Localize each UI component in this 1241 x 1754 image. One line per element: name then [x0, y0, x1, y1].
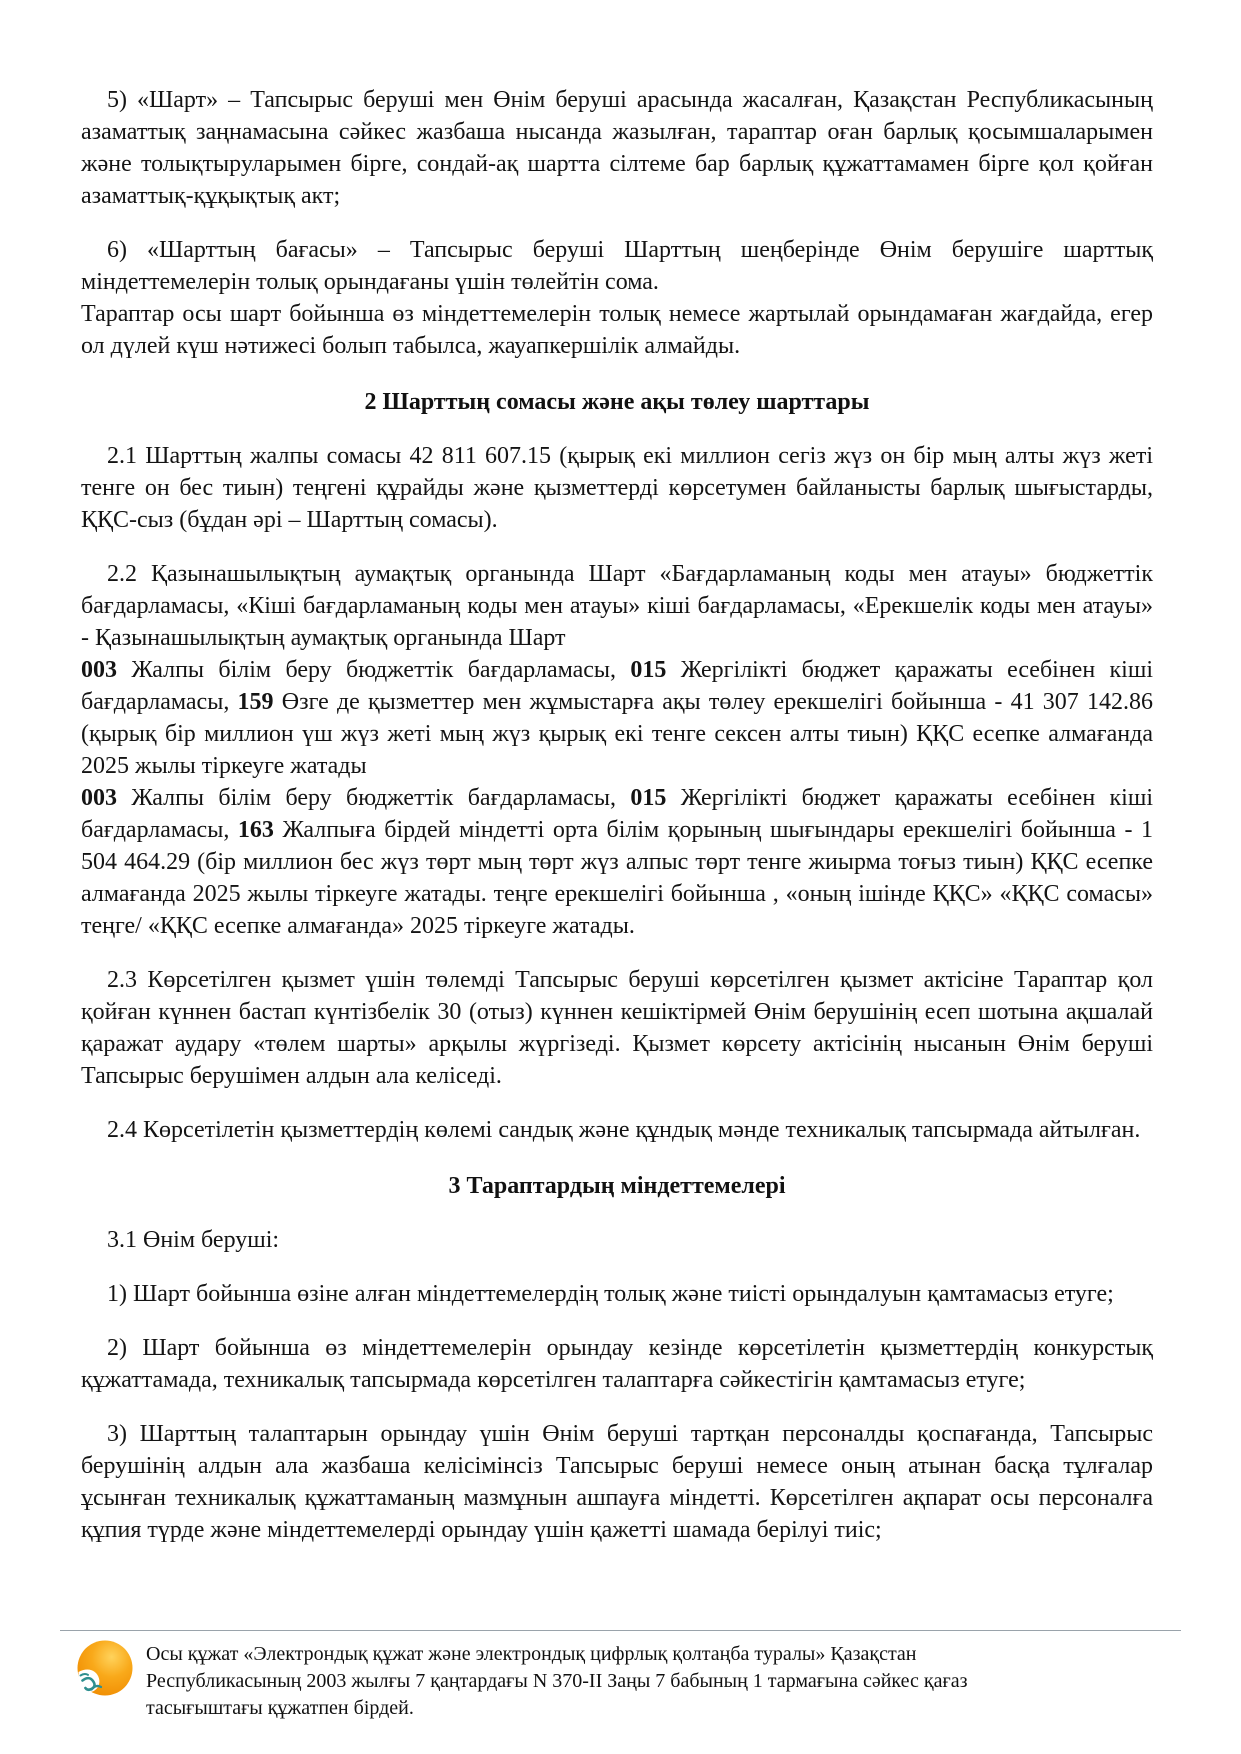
paragraph-text: 6) «Шарттың бағасы» – Тапсырыс беруші Шарттың шеңберінде Өнім берушіге шарттық міндеттемелерін толық орындағаны үшін төлейтін сома. — [81, 237, 1153, 295]
paragraph — [81, 298, 1153, 362]
paragraph — [81, 964, 1153, 1092]
budget-code: 003 — [81, 785, 117, 811]
paragraph-text: Өзге де қызметтер мен жұмыстарға ақы төлеу ерекшелігі бойынша - 41 307 142.86 (қырық бір миллион үш жүз жеті мың жүз қырық екі тенге сексен алты тиын) ҚҚС есепке алмағанда 2025 жылы тіркеуге жатады — [81, 689, 1153, 779]
paragraph-text: 3) Шарттың талаптарын орындау үшін Өнім беруші тартқан персоналды қоспағанда, Тапсырыс берушінің алдын ала жазбаша келісімінсіз Тапсырыс беруші немесе оның атынан басқа тұлғалар ұсынған техникалық құжаттаманың мазмұнын ашпауға міндетті. Көрсетілген ақпарат осы персоналға құпия түрде және міндеттемелерді орындау үшін қажетті шамада берілуі тиіс; — [81, 1421, 1153, 1543]
paragraph-text: 3.1 Өнім беруші: — [107, 1227, 280, 1253]
footer-legal-text: Осы құжат «Электрондық құжат және электрондық цифрлық қолтаңба туралы» Қазақстан Республикасының 2003 жылғы 7 қаңтардағы N 370-II Заңы 7 бабының 1 тармағына сәйкес қағаз тасығыштағы құжатпен бірдей. — [146, 1643, 968, 1719]
paragraph-text: Жергілікті бюджет қаражаты есебінен кіші бағдарламасы, — [81, 657, 1153, 715]
paragraph — [81, 440, 1153, 536]
paragraph-text: 2) Шарт бойынша өз міндеттемелерін орындау кезінде көрсетілетін қызметтердің конкурстық құжаттамада, техникалық тапсырмада көрсетілген талаптарға сәйкестігін қамтамасыз етуге; — [81, 1335, 1153, 1393]
paragraph-text: Тараптар осы шарт бойынша өз міндеттемелерін толық немесе жартылай орындамаған жағдайда, егер ол дүлей күш нәтижесі болып табылса, жауапкершілік алмайды. — [81, 301, 1153, 359]
paragraph — [81, 234, 1153, 298]
section-heading: 2 Шарттың сомасы және ақы төлеу шарттары — [364, 389, 870, 415]
budget-code: 003 — [81, 657, 117, 683]
budget-code: 015 — [630, 785, 667, 811]
paragraph-text: 5) «Шарт» – Тапсырыс беруші мен Өнім беруші арасында жасалған, Қазақстан Республикасының азаматтық заңнамасына сәйкес жазбаша нысанда жазылған, тараптар оған барлық қосымшаларымен және толықтыруларымен бірге, сондай-ақ шартта сілтеме бар барлық құжаттамамен бірге қол қойған азаматтық-құқықтық акт; — [81, 87, 1153, 209]
section-heading: 3 Тараптардың міндеттемелері — [448, 1173, 786, 1199]
paragraph — [81, 1114, 1153, 1146]
budget-code: 159 — [237, 689, 274, 715]
paragraph-text: 2.1 Шарттың жалпы сомасы 42 811 607.15 (қырық екі миллион сегіз жүз он бір мың алты жүз жеті тенге он бес тиын) теңгені құрайды және қызметтерді көрсетумен байланысты барлық шығыстарды, ҚҚС-сыз (бұдан әрі – Шарттың сомасы). — [81, 443, 1153, 533]
paragraph — [81, 1278, 1153, 1310]
page-footer — [60, 1630, 1181, 1722]
paragraph-text: Жалпы білім беру бюджеттік бағдарламасы, — [117, 657, 631, 683]
paragraph-text: 2.4 Көрсетілетін қызметтердің көлемі сандық және құндық мәнде техникалық тапсырмада айтылған. — [107, 1117, 1141, 1143]
paragraph — [81, 1332, 1153, 1396]
paragraph — [81, 558, 1153, 942]
paragraph-text: Жалпыға бірдей міндетті орта білім қорының шығындары ерекшелігі бойынша - 1 504 464.29 (бір миллион бес жүз төрт мың төрт жүз алпыс төрт тенге жиырма тоғыз тиын) ҚҚС есепке алмағанда 2025 жылы тіркеуге жатады. теңге ерекшелігі бойынша , «оның ішінде ҚҚС» «ҚҚС сомасы» теңге/ «ҚҚС есепке алмағанда» 2025 тіркеуге жатады. — [81, 817, 1154, 939]
electronic-document-stamp-icon — [76, 1639, 134, 1697]
paragraph-text: Жергілікті бюджет қаражаты есебінен кіші бағдарламасы, — [81, 785, 1153, 843]
paragraph — [81, 84, 1153, 212]
budget-code: 163 — [237, 817, 274, 843]
paragraph-text: 2.3 Көрсетілген қызмет үшін төлемді Тапсырыс беруші көрсетілген қызмет актісіне Тараптар қол қойған күннен бастап күнтізбелік 30 (отыз) күннен кешіктірмей Өнім берушінің есеп шотына ақшалай қаражат аудару «төлем шарты» арқылы жүргізеді. Қызмет көрсету актісінің нысанын Өнім беруші Тапсырыс берушімен алдын ала келіседі. — [81, 967, 1153, 1089]
paragraph — [81, 1418, 1153, 1546]
paragraph — [81, 1224, 1153, 1256]
budget-code: 015 — [630, 657, 667, 683]
paragraph-text: Жалпы білім беру бюджеттік бағдарламасы, — [117, 785, 631, 811]
paragraph-text: 2.2 Қазынашылықтың аумақтық органында Шарт «Бағдарламаның коды мен атауы» бюджеттік бағдарламасы, «Кіші бағдарламаның коды мен атауы» кіші бағдарламасы, «Ерекшелік коды мен атауы» - Қазынашылықтың аумақтық органында Шарт — [81, 561, 1153, 651]
paragraph-text: 1) Шарт бойынша өзіне алған міндеттемелердің толық және тиісті орындалуын қамтамасыз етуге; — [107, 1281, 1114, 1307]
